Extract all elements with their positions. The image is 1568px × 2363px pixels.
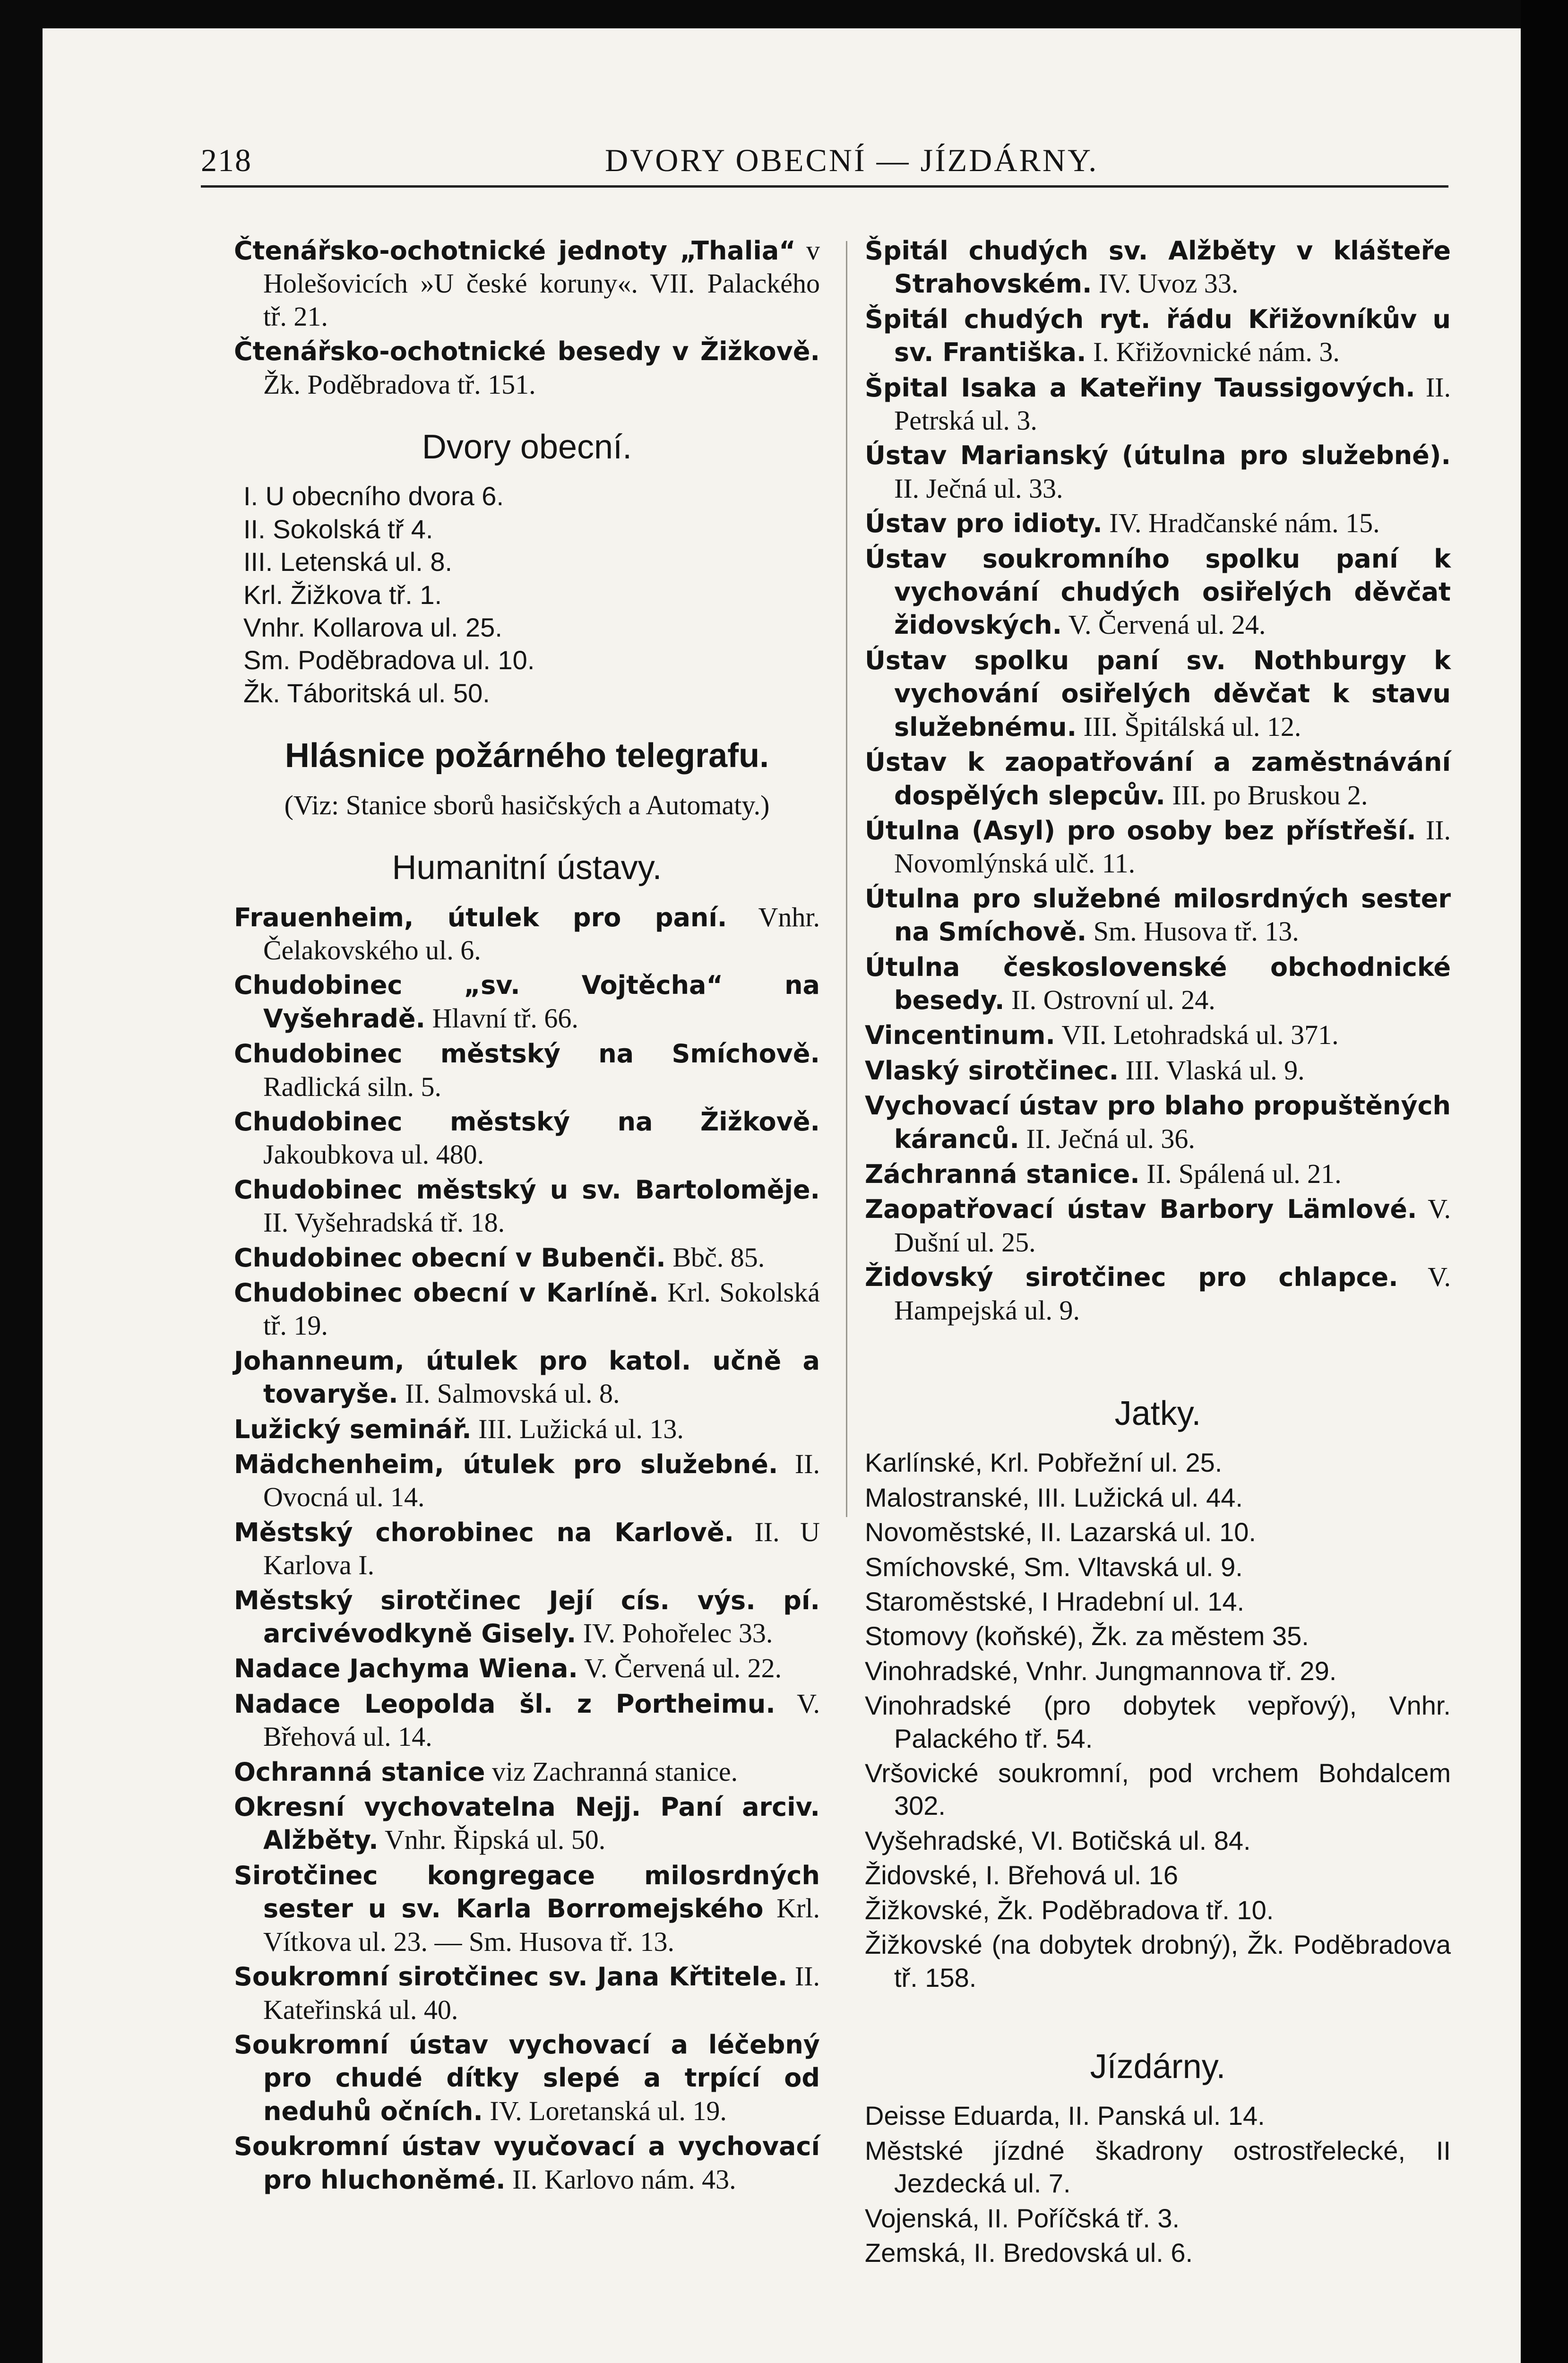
entry-name: Chudobinec obecní v Karlíně. [234,1277,659,1308]
directory-entry [234,1413,820,1446]
directory-entry [234,1241,820,1274]
directory-entry [865,234,1451,301]
directory-entry [234,2028,820,2128]
entry-name: Chudobinec městský u sv. Bartoloměje. [234,1174,820,1205]
entry-name: Chudobinec městský na Smíchově. [234,1039,820,1069]
entry-address: II. Karlovo nám. 43. [505,2164,736,2195]
left-top-entries [234,234,820,401]
list-item: Zemská, II. Bredovská ul. 6. [865,2237,1193,2268]
list-item: Sm. Poděbradova ul. 10. [243,645,535,675]
entry-address: III. po Bruskou 2. [1165,779,1368,811]
directory-entry [234,1859,820,1958]
list-item: Městské jízdné škadrony ostrostřelecké, II Jezdecká ul. 7. [865,2135,1451,2199]
entry-name: Ústav Marianský (útulna pro služebné). [865,440,1451,471]
entry-name: Soukromní sirotčinec sv. Jana Křtitele. [234,1962,788,1992]
entry-address: IV. Loretanská ul. 19. [482,2095,727,2126]
list-item: Vinohradské, Vnhr. Jungmannova tř. 29. [865,1656,1337,1686]
directory-entry [865,1089,1451,1156]
directory-entry [234,335,820,401]
page-number: 218 [201,142,252,178]
entry-address: Krl. Sokolská tř. 19. [263,1276,820,1341]
entry-name: Ochranná stanice [234,1757,485,1787]
entry-name: Útulna československé obchodnické besedy. [865,952,1451,1015]
directory-entry [865,1260,1451,1327]
entry-address: IV. Pohořelec 33. [576,1618,773,1649]
list-item: Žižkovské, Žk. Poděbradova tř. 10. [865,1895,1274,1925]
entry-name: Ústav pro idioty. [865,509,1103,539]
section-heading-hlasnice: Hlásnice požárného telegrafu. [284,737,769,775]
directory-entry [234,1173,820,1239]
dvory-list [234,480,820,709]
entry-address: Žk. Poděbradova tř. 151. [263,369,536,400]
list-item: Stomovy (koňské), Žk. za městem 35. [865,1621,1309,1651]
section-heading-jatky: Jatky. [1114,1395,1201,1432]
entry-address: V. Břehová ul. 14. [263,1688,820,1752]
entry-address: V. Dušní ul. 25. [894,1193,1451,1258]
entry-address: Vnhr. Řipská ul. 50. [378,1824,606,1855]
entry-address: II. Vyšehradská tř. 18. [263,1207,505,1238]
humanitni-entries [234,901,820,2196]
directory-entry [865,1054,1451,1087]
page-edge-shadow [1521,0,1568,2363]
entry-name: Chudobinec „sv. Vojtěcha“ na Vyšehradě. [234,970,820,1034]
entry-name: Špitál chudých sv. Alžběty v klášteře Strahovském. [865,236,1451,299]
jatky-list [865,1446,1451,1994]
directory-entry [234,1105,820,1171]
entry-address: IV. Hradčanské nám. 15. [1102,508,1380,539]
entry-name: Zaopatřovací ústav Barbory Lämlové. [865,1194,1417,1225]
entry-name: Okresní vychovatelna Nejj. Paní arciv. Alžběty. [234,1792,820,1855]
directory-entry [234,1037,820,1103]
entry-name: Židovský sirotčinec pro chlapce. [865,1262,1398,1293]
entry-address: Radlická siln. 5. [263,1071,441,1102]
directory-entry [234,1652,820,1685]
entry-address: Sm. Husova tř. 13. [1086,916,1299,947]
entry-name: Ústav k zaopatřování a zaměstnávání dospělých slepcův. [865,747,1451,811]
entry-address: viz Zachranná stanice. [485,1756,738,1787]
header-rule [201,185,1448,188]
directory-entry [865,950,1451,1017]
directory-entry [234,1790,820,1857]
directory-entry [865,644,1451,743]
entry-name: Útulna (Asyl) pro osoby bez přístřeší. [865,815,1416,845]
list-item: Vinohradské (pro dobytek vepřový), Vnhr. Palackého tř. 54. [865,1690,1451,1753]
entry-address: Bbč. 85. [665,1242,765,1273]
directory-entry [234,1584,820,1650]
entry-name: Vlaský sirotčinec. [865,1055,1119,1086]
list-item: II. Sokolská tř 4. [243,514,433,544]
list-item: Staroměstské, I Hradební ul. 14. [865,1587,1245,1617]
entry-address: II. Ječná ul. 33. [894,473,1063,504]
cross-reference-note: (Viz: Stanice sborů hasičských a Automaty.) [284,789,770,820]
entry-address: v Holešovicích »U české koruny«. VII. Palackého tř. 21. [263,235,820,332]
list-item: Vnhr. Kollarova ul. 25. [243,612,502,643]
section-heading-jizdarny: Jízdárny. [1090,2047,1226,2086]
entry-name: Městský chorobinec na Karlově. [234,1517,734,1547]
list-item: Žk. Táboritská ul. 50. [243,678,490,708]
entry-address: Jakoubkova ul. 480. [263,1139,484,1170]
left-column [234,234,820,2196]
entry-address: III. Vlaská ul. 9. [1119,1054,1305,1086]
entry-address: II. U Karlova I. [263,1516,820,1581]
running-head: DVORY OBECNÍ — JÍZDÁRNY. [605,142,1099,178]
right-top-entries [865,234,1451,1327]
list-item: III. Letenská ul. 8. [243,547,453,577]
entry-address: V. Hampejská ul. 9. [894,1261,1451,1326]
directory-entry [865,439,1451,505]
list-item: Krl. Žižkova tř. 1. [243,579,442,610]
entry-address: II. Ječná ul. 36. [1019,1123,1195,1154]
list-item: Žižkovské (na dobytek drobný), Žk. Poděbradova tř. 158. [865,1930,1451,1992]
list-item: Karlínské, Krl. Pobřežní ul. 25. [865,1448,1223,1478]
directory-entry [865,542,1451,642]
directory-entry [234,901,820,967]
section-heading-dvory: Dvory obecní. [422,428,632,466]
entry-name: Sirotčinec kongregace milosrdných sester u sv. Karla Borromejského [234,1860,820,1924]
list-item: Malostranské, III. Lužická ul. 44. [865,1482,1243,1512]
directory-entry [234,968,820,1035]
entry-name: Ústav soukromního spolku paní k vychování chudých osiřelých děvčat židovských. [865,543,1451,640]
directory-entry [865,1018,1451,1052]
entry-name: Útulna pro služebné milosrdných sester na Smíchově. [865,883,1451,947]
entry-address: Vnhr. Čelakovského ul. 6. [263,901,820,966]
directory-entry [865,882,1451,949]
entry-address: I. Křižovnické nám. 3. [1086,336,1340,368]
entry-name: Vincentinum. [865,1020,1055,1051]
directory-entry [234,1755,820,1788]
entry-address: II. Spálená ul. 21. [1139,1158,1342,1189]
entry-name: Chudobinec městský na Žižkově. [234,1106,820,1137]
list-item: Židovské, I. Břehová ul. 16 [865,1860,1179,1890]
directory-entry [865,814,1451,880]
directory-entry [865,507,1451,540]
list-item: I. U obecního dvora 6. [243,481,504,511]
entry-name: Záchranná stanice. [865,1159,1140,1189]
directory-entry [234,1276,820,1342]
directory-entry [865,371,1451,437]
entry-name: Čtenářsko-ochotnické jednoty „Thalia“ [234,236,796,266]
entry-address: II. Salmovská ul. 8. [398,1378,620,1409]
list-item: Novoměstské, II. Lazarská ul. 10. [865,1517,1256,1547]
entry-name: Johanneum, útulek pro katol. učně a tovaryše. [234,1345,820,1409]
page-header [201,142,1448,189]
entry-address: II. Kateřinská ul. 40. [263,1961,820,2025]
directory-entry [234,2130,820,2196]
entry-address: II. Ovocná ul. 14. [263,1449,820,1513]
directory-entry [234,1344,820,1411]
entry-name: Chudobinec obecní v Bubenči. [234,1242,666,1273]
entry-name: Městský sirotčinec Její cís. výs. pí. arcivévodkyně Gisely. [234,1585,820,1649]
directory-entry [234,234,820,333]
entry-address: III. Lužická ul. 13. [471,1413,684,1444]
entry-address: V. Červená ul. 24. [1062,609,1266,640]
directory-entry [234,1960,820,2026]
column-divider [846,241,847,1517]
entry-name: Mädchenheim, útulek pro služebné. [234,1449,778,1479]
directory-entry [865,1157,1451,1190]
section-heading-humanitni: Humanitní ústavy. [392,849,662,887]
right-column [865,234,1451,2269]
entry-name: Ústav spolku paní sv. Nothburgy k vychování osiřelých děvčat k stavu služebnému. [865,645,1451,742]
list-item: Smíchovské, Sm. Vltavská ul. 9. [865,1552,1243,1582]
directory-entry [234,1687,820,1753]
entry-address: V. Červená ul. 22. [577,1653,782,1684]
entry-name: Nadace Jachyma Wiena. [234,1654,578,1684]
entry-name: Nadace Leopolda šl. z Portheimu. [234,1689,775,1719]
directory-entry [865,302,1451,369]
list-item: Vojenská, II. Poříčská tř. 3. [865,2203,1180,2233]
list-item: Deisse Eduarda, II. Panská ul. 14. [865,2101,1265,2131]
entry-name: Vychovací ústav pro blaho propuštěných káranců. [865,1091,1451,1154]
entry-address: III. Špitálská ul. 12. [1077,711,1301,742]
entry-name: Frauenheim, útulek pro paní. [234,902,727,932]
entry-name: Špital Isaka a Kateřiny Taussigových. [865,372,1415,403]
entry-address: II. Novomlýnská ulč. 11. [894,814,1451,879]
entry-name: Čtenářsko-ochotnické besedy v Žižkově. [234,336,820,367]
list-item: Vršovické soukromní, pod vrchem Bohdalcem 302. [865,1758,1451,1821]
entry-address: Hlavní tř. 66. [425,1002,578,1034]
directory-entry [865,1192,1451,1259]
directory-entry [234,1448,820,1514]
entry-address: II. Ostrovní ul. 24. [1004,984,1215,1015]
entry-address: II. Petrská ul. 3. [894,371,1451,436]
list-item: Vyšehradské, VI. Botičská ul. 84. [865,1825,1251,1855]
entry-name: Soukromní ústav vychovací a léčebný pro chudé dítky slepé a trpící od neduhů očních. [234,2029,820,2126]
entry-address: VII. Letohradská ul. 371. [1055,1019,1339,1051]
entry-name: Špitál chudých ryt. řádu Křižovníkův u sv. Františka. [865,304,1451,368]
jizdarny-list [865,2099,1451,2269]
directory-entry [865,745,1451,812]
entry-name: Soukromní ústav vyučovací a vychovací pro hluchoněmé. [234,2131,820,2195]
directory-entry [234,1516,820,1582]
entry-name: Lužický seminář. [234,1414,472,1444]
entry-address: IV. Uvoz 33. [1092,268,1239,299]
entry-address: Krl. Vítkova ul. 23. — Sm. Husova tř. 13. [263,1893,820,1957]
